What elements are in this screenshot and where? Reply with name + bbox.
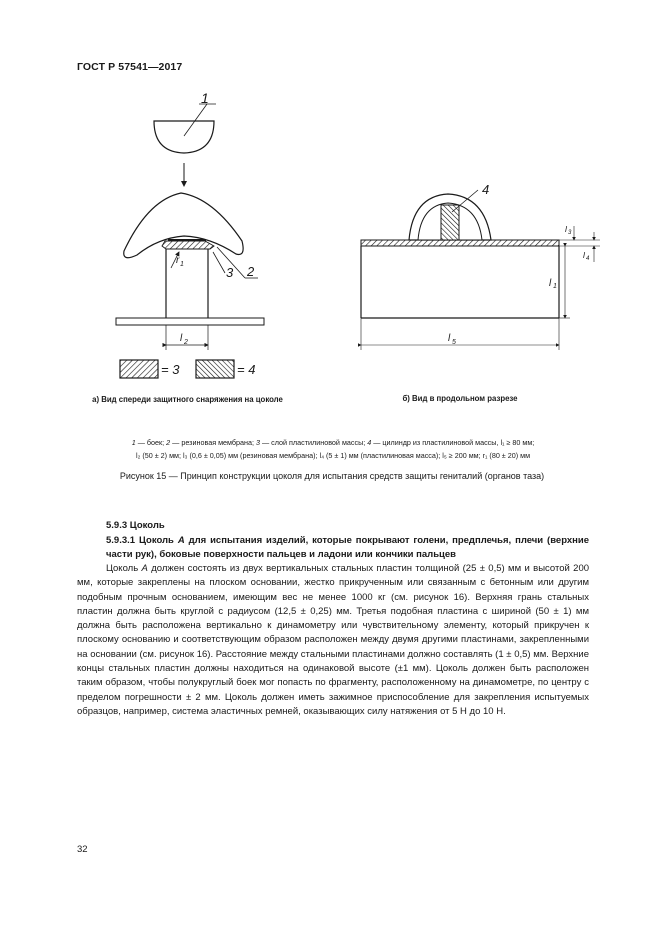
label-r1-sub: 1 — [180, 261, 184, 268]
label-l4-sub: 4 — [586, 256, 590, 262]
legend-item: 2 — резиновая мембрана; — [166, 438, 254, 447]
label-l3-sub: 3 — [568, 230, 572, 236]
hatch-key-4 — [196, 360, 234, 378]
label-l1: l — [549, 278, 552, 289]
section-view — [361, 194, 559, 318]
caption-a: а) Вид спереди защитного снаряжения на цоколе — [92, 395, 283, 404]
label-2: 2 — [247, 264, 255, 279]
label-l5: l — [448, 333, 451, 344]
document-header: ГОСТ Р 57541—2017 — [77, 61, 183, 73]
legend-eq4: = 4 — [237, 362, 256, 377]
legend-item: 1 — боек; — [131, 438, 165, 447]
label-l4: l — [583, 250, 585, 260]
legend-item: 4 — цилиндр из пластилиновой массы, — [367, 438, 499, 447]
label-r1: r — [176, 255, 180, 266]
base-post — [116, 249, 264, 325]
label-1: 1 — [201, 90, 209, 106]
figure-legend — [95, 436, 571, 462]
section-heading: 5.9.3 Цоколь — [106, 520, 165, 531]
label-l2: l — [180, 333, 183, 344]
label-l2-sub: 2 — [184, 339, 188, 346]
page-number: 32 — [77, 844, 88, 855]
legend-item: 3 — слой пластилиновой массы; — [255, 438, 366, 447]
striker — [154, 121, 214, 153]
membrane-layer — [162, 240, 214, 249]
label-4: 4 — [482, 182, 490, 197]
legend-item: l₁ ≥ 80 мм; — [500, 438, 535, 447]
label-l3: l — [565, 224, 567, 234]
label-l5-sub: 5 — [452, 339, 456, 346]
label-3: 3 — [226, 265, 234, 280]
label-l1-sub: 1 — [553, 283, 557, 290]
legend-item: l₂ (50 ± 2) мм; — [135, 451, 181, 460]
legend-item: l₃ (0,6 ± 0,05) мм (резиновая мембрана); — [182, 451, 318, 460]
subsection-heading: 5.9.3.1 Цоколь А для испытания изделий, которые покрывают голени, предплечья, плечи (верхние части рук), боковые поверхности пальцев и ладони или кончики пальцев — [106, 535, 590, 561]
hatch-key-3 — [120, 360, 158, 378]
legend-item: r₁ (80 ± 20) мм — [482, 451, 531, 460]
figure-title: Рисунок 15 — Принцип конструкции цоколя для испытания средств защиты гениталий (органов таза) — [119, 471, 545, 481]
body-paragraph: Цоколь А должен состоять из двух вертикальных стальных пластин толщиной (25 ± 0,5) мм и высотой 200 мм, которые закреплены на плоском основании, жестко прикрученным или связанным с бетонным или другим подобным прочным основанием, имеющим вес не менее 1000 кг (см. рисунок 16). Верхняя грань стальных пластин должна быть круглой с радиусом (12,5 ± 0,25) мм. Третья подобная пластина с шириной (50 ± 1) мм должна быть расположена вертикально к динамометру или чувствительному элементу, который прикручен к плоскому основанию и соответствующим образом расположен между двумя другими пластинами, закрепленными на основании (см. рисунок 16). Расстояние между стальными пластинами должно составлять (1 ± 0,5) мм. Верхние концы стальных пластин должны находиться на одинаковой высоте (±1 мм). Цоколь должен быть расположен таким образом, чтобы полукруглый боек мог попасть по фрагменту, расположенному на динамометре, по центру с пределом погрешности ± 2 мм. Цоколь должен иметь зажимное приспособление для закрепления испытуемых образцов, например, система эластичных ремней, оказывающих силу натяжения от 5 Н до 10 Н. — [77, 563, 590, 717]
legend-item: l₅ ≥ 200 мм; — [442, 451, 481, 460]
legend-eq3: = 3 — [161, 362, 180, 377]
caption-b: б) Вид в продольном разрезе — [402, 394, 518, 403]
legend-item: l₄ (5 ± 1) мм (пластилиновая масса); — [319, 451, 441, 460]
